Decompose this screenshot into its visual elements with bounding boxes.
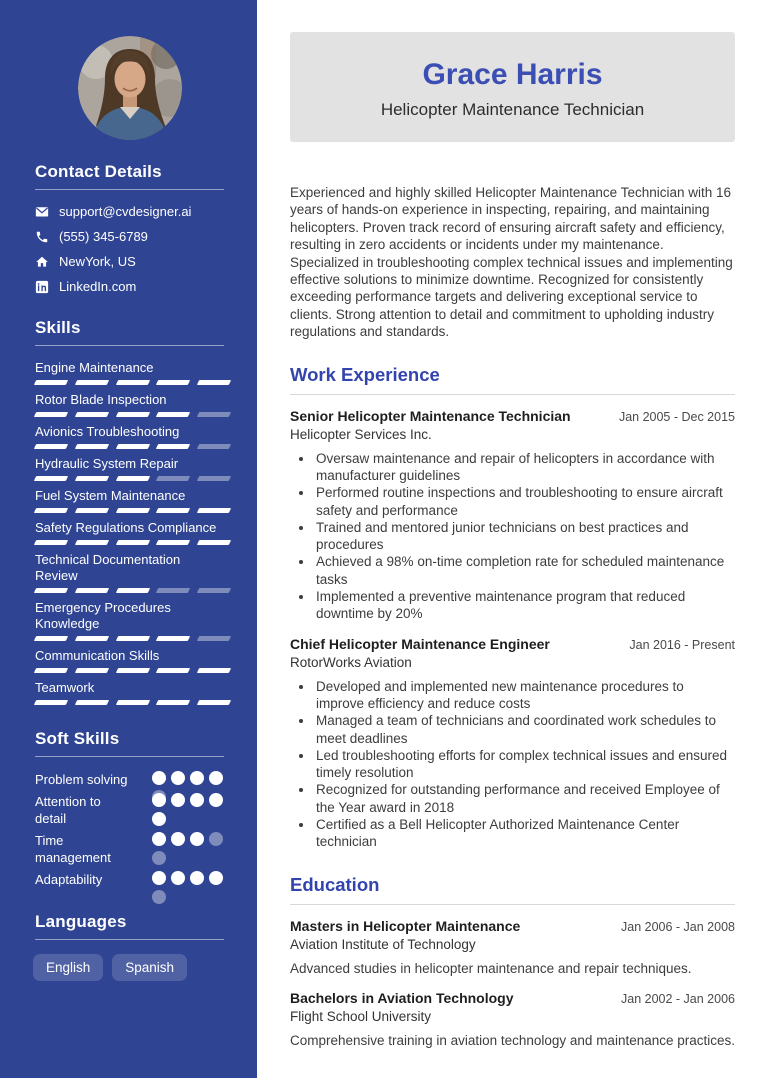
- skill-bar-segment: [115, 668, 149, 673]
- skill-level-bar: [35, 444, 230, 449]
- skill-bar-segment: [197, 636, 231, 641]
- skill-bar-segment: [75, 412, 109, 417]
- skill-label: Technical Documentation Review: [35, 552, 181, 583]
- skill-bar-segment: [115, 508, 149, 513]
- main-content: [257, 0, 768, 1078]
- profile-photo-image: [78, 36, 182, 140]
- education-title: Education: [290, 873, 380, 895]
- section-divider: [35, 939, 224, 940]
- skill-label: Emergency Procedures Knowledge: [35, 600, 171, 631]
- skill-bar-segment: [197, 444, 231, 449]
- skill-label: Safety Regulations Compliance: [35, 520, 217, 535]
- soft-skill-label: Time management: [35, 833, 111, 865]
- soft-skill-dot: [190, 793, 204, 807]
- language-badge: English: [33, 954, 103, 981]
- contact-section-title: Contact Details: [35, 162, 162, 181]
- soft-skill-dot: [209, 871, 223, 885]
- soft-skill-item: [35, 832, 224, 866]
- name-header: [290, 32, 735, 142]
- soft-skill-dot: [152, 871, 166, 885]
- skill-bar-segment: [75, 700, 109, 705]
- soft-skill-dot: [190, 871, 204, 885]
- skill-bar-segment: [34, 476, 68, 481]
- soft-skills-section: [35, 729, 224, 888]
- skill-item: [35, 392, 224, 417]
- skill-bar-segment: [115, 700, 149, 705]
- section-divider: [35, 189, 224, 190]
- section-divider: [35, 756, 224, 757]
- skill-label: Communication Skills: [35, 648, 160, 663]
- job-entry: [290, 636, 735, 851]
- soft-skill-dot: [171, 793, 185, 807]
- skill-bar-segment: [197, 476, 231, 481]
- soft-skill-dot: [152, 793, 166, 807]
- skill-bar-segment: [115, 476, 149, 481]
- education-header: [290, 990, 735, 1006]
- skill-bar-segment: [156, 540, 190, 545]
- person-name: Grace Harris: [422, 58, 603, 91]
- job-bullet: • Trained and mentored junior technicians on best practices and procedures: [314, 519, 735, 554]
- contact-email-text: support@cvdesigner.ai: [59, 204, 192, 219]
- soft-skill-dot: [209, 793, 223, 807]
- soft-skill-item: [35, 871, 224, 888]
- skill-bar-segment: [156, 476, 190, 481]
- soft-skill-label: Problem solving: [35, 772, 128, 787]
- job-bullet: • Certified as a Bell Helicopter Authorized Maintenance Center technician: [314, 816, 735, 851]
- skill-item: [35, 680, 224, 705]
- soft-skill-dot: [171, 871, 185, 885]
- skill-bar-segment: [115, 588, 149, 593]
- skill-label: Teamwork: [35, 680, 95, 695]
- skill-label: Rotor Blade Inspection: [35, 392, 167, 407]
- job-entry: [290, 408, 735, 623]
- soft-skill-dot: [152, 851, 166, 865]
- education-entry: [290, 918, 735, 977]
- skill-bar-segment: [115, 540, 149, 545]
- job-bullet: • Developed and implemented new maintenance procedures to improve efficiency and reduce costs: [314, 678, 735, 713]
- email-icon: [35, 205, 49, 219]
- skill-bar-segment: [75, 668, 109, 673]
- soft-skill-dot: [152, 832, 166, 846]
- job-bullet: • Performed routine inspections and troubleshooting to ensure aircraft safety and performance: [314, 484, 735, 519]
- skill-bar-segment: [115, 636, 149, 641]
- education-dates: Jan 2006 - Jan 2008: [621, 919, 735, 934]
- education-description: Comprehensive training in aviation technology and maintenance practices.: [290, 1032, 736, 1048]
- skill-bar-segment: [75, 380, 109, 385]
- skill-level-bar: [35, 636, 230, 641]
- skill-bar-segment: [197, 412, 231, 417]
- job-bullet: • Recognized for outstanding performance and received Employee of the Year award in 2018: [314, 781, 735, 816]
- job-header: [290, 408, 735, 424]
- soft-skill-label: Attention to detail: [35, 794, 101, 826]
- job-bullet-list: [290, 678, 735, 851]
- soft-skill-dot: [190, 832, 204, 846]
- contact-location-text: NewYork, US: [59, 254, 136, 269]
- skill-bar-segment: [75, 588, 109, 593]
- soft-skill-dot: [209, 832, 223, 846]
- skill-label: Avionics Troubleshooting: [35, 424, 180, 439]
- education-degree: Bachelors in Aviation Technology: [290, 989, 514, 1006]
- section-divider: [35, 345, 224, 346]
- skills-section: [35, 318, 224, 705]
- skill-bar-segment: [156, 380, 190, 385]
- linkedin-icon: [35, 280, 49, 294]
- skill-bar-segment: [34, 588, 68, 593]
- education-school: Flight School University: [290, 1008, 432, 1024]
- skill-bar-segment: [75, 476, 109, 481]
- skill-level-bar: [35, 668, 230, 673]
- skill-label: Fuel System Maintenance: [35, 488, 186, 503]
- skill-bar-segment: [115, 380, 149, 385]
- skill-item: [35, 552, 224, 593]
- soft-skills-section-title: Soft Skills: [35, 729, 120, 748]
- skill-bar-segment: [156, 412, 190, 417]
- contact-linkedin-text: LinkedIn.com: [59, 279, 137, 294]
- job-role: Chief Helicopter Maintenance Engineer: [290, 635, 550, 652]
- skill-bar-segment: [75, 540, 109, 545]
- skill-bar-segment: [197, 668, 231, 673]
- job-bullet: • Achieved a 98% on-time completion rate for scheduled maintenance tasks: [314, 553, 735, 588]
- skill-item: [35, 600, 224, 641]
- soft-skill-dot: [171, 832, 185, 846]
- skill-bar-segment: [156, 508, 190, 513]
- job-role: Senior Helicopter Maintenance Technician: [290, 407, 571, 424]
- languages-section: [35, 912, 224, 981]
- skill-bar-segment: [75, 508, 109, 513]
- soft-skill-rating: [152, 793, 224, 808]
- languages-section-title: Languages: [35, 912, 127, 931]
- skill-level-bar: [35, 380, 230, 385]
- skill-bar-segment: [34, 540, 68, 545]
- skill-bar-segment: [156, 588, 190, 593]
- soft-skill-item: [35, 793, 224, 827]
- soft-skill-label: Adaptability: [35, 872, 103, 887]
- skill-bar-segment: [34, 636, 68, 641]
- skill-bar-segment: [197, 588, 231, 593]
- person-job-title: Helicopter Maintenance Technician: [380, 100, 645, 119]
- education-entry: [290, 990, 735, 1049]
- contact-phone-text: (555) 345-6789: [59, 229, 148, 244]
- skill-level-bar: [35, 588, 230, 593]
- job-dates: Jan 2016 - Present: [629, 637, 735, 652]
- soft-skill-dot: [152, 812, 166, 826]
- skill-bar-segment: [156, 444, 190, 449]
- skill-bar-segment: [34, 412, 68, 417]
- soft-skill-dot: [209, 771, 223, 785]
- skill-item: [35, 648, 224, 673]
- skill-bar-segment: [115, 444, 149, 449]
- skill-bar-segment: [75, 636, 109, 641]
- skill-bar-segment: [75, 444, 109, 449]
- work-experience-section: [290, 364, 735, 851]
- education-description: Advanced studies in helicopter maintenance and repair techniques.: [290, 960, 692, 976]
- skill-bar-segment: [34, 700, 68, 705]
- skill-level-bar: [35, 700, 230, 705]
- education-school: Aviation Institute of Technology: [290, 936, 476, 952]
- job-bullet-list: [290, 450, 735, 623]
- home-icon: [35, 255, 49, 269]
- skill-bar-segment: [197, 700, 231, 705]
- soft-skill-dot: [190, 771, 204, 785]
- skill-bar-segment: [34, 508, 68, 513]
- language-badge: Spanish: [112, 954, 187, 981]
- contact-section: [35, 162, 224, 294]
- education-section: [290, 874, 735, 1050]
- skill-level-bar: [35, 508, 230, 513]
- skill-bar-segment: [156, 668, 190, 673]
- skill-level-bar: [35, 476, 230, 481]
- section-divider: [290, 394, 735, 395]
- soft-skill-item: [35, 771, 224, 788]
- soft-skill-dot: [152, 771, 166, 785]
- job-bullet: • Oversaw maintenance and repair of helicopters in accordance with manufacturer guidelines: [314, 450, 735, 485]
- profile-photo: [78, 36, 182, 140]
- skill-item: [35, 520, 224, 545]
- job-company: Helicopter Services Inc.: [290, 426, 432, 442]
- skill-item: [35, 456, 224, 481]
- contact-item-location: [35, 254, 224, 269]
- job-header: [290, 636, 735, 652]
- soft-skill-dot: [171, 771, 185, 785]
- skill-bar-segment: [197, 380, 231, 385]
- profile-summary: Experienced and highly skilled Helicopter Maintenance Technician with 16 years of hands-on experience in inspecting, repairing, and maintaining helicopters. Proven track record of ensuring aircraft safety and efficiency, resulting in zero accidents or incidents under my maintenance. Specialized in troubleshooting complex technical issues and implementing effective solutions to minimize downtime. Recognized for consistently exceeding performance targets and delivering exceptional service to clients. Strong attention to detail and commitment to upholding industry regulations and standards.: [290, 185, 733, 340]
- skill-bar-segment: [115, 412, 149, 417]
- soft-skill-rating: [152, 832, 224, 847]
- skill-bar-segment: [34, 668, 68, 673]
- skill-bar-segment: [34, 444, 68, 449]
- skills-section-title: Skills: [35, 318, 81, 337]
- skill-level-bar: [35, 412, 230, 417]
- job-company: RotorWorks Aviation: [290, 654, 412, 670]
- job-bullet: • Implemented a preventive maintenance program that reduced downtime by 20%: [314, 588, 735, 623]
- skill-label: Engine Maintenance: [35, 360, 154, 375]
- skill-bar-segment: [197, 508, 231, 513]
- contact-item-phone[interactable]: [35, 229, 224, 244]
- skill-bar-segment: [197, 540, 231, 545]
- skill-bar-segment: [156, 700, 190, 705]
- education-degree: Masters in Helicopter Maintenance: [290, 917, 521, 934]
- job-bullet: • Managed a team of technicians and coordinated work schedules to meet deadlines: [314, 712, 735, 747]
- soft-skill-rating: [152, 771, 224, 786]
- education-header: [290, 918, 735, 934]
- section-divider: [290, 904, 735, 905]
- soft-skill-rating: [152, 871, 224, 886]
- work-experience-title: Work Experience: [290, 363, 440, 385]
- sidebar: [0, 0, 257, 1078]
- soft-skill-dot: [152, 890, 166, 904]
- education-dates: Jan 2002 - Jan 2006: [621, 991, 735, 1006]
- contact-item-linkedin[interactable]: [35, 279, 224, 294]
- skill-item: [35, 360, 224, 385]
- job-bullet: • Led troubleshooting efforts for complex technical issues and ensured timely resolution: [314, 747, 735, 782]
- contact-item-email[interactable]: [35, 204, 224, 219]
- skill-level-bar: [35, 540, 230, 545]
- skill-item: [35, 424, 224, 449]
- phone-icon: [35, 230, 49, 244]
- skill-label: Hydraulic System Repair: [35, 456, 179, 471]
- skill-bar-segment: [156, 636, 190, 641]
- language-pills: [33, 954, 224, 981]
- job-dates: Jan 2005 - Dec 2015: [618, 409, 735, 424]
- skill-bar-segment: [34, 380, 68, 385]
- skill-item: [35, 488, 224, 513]
